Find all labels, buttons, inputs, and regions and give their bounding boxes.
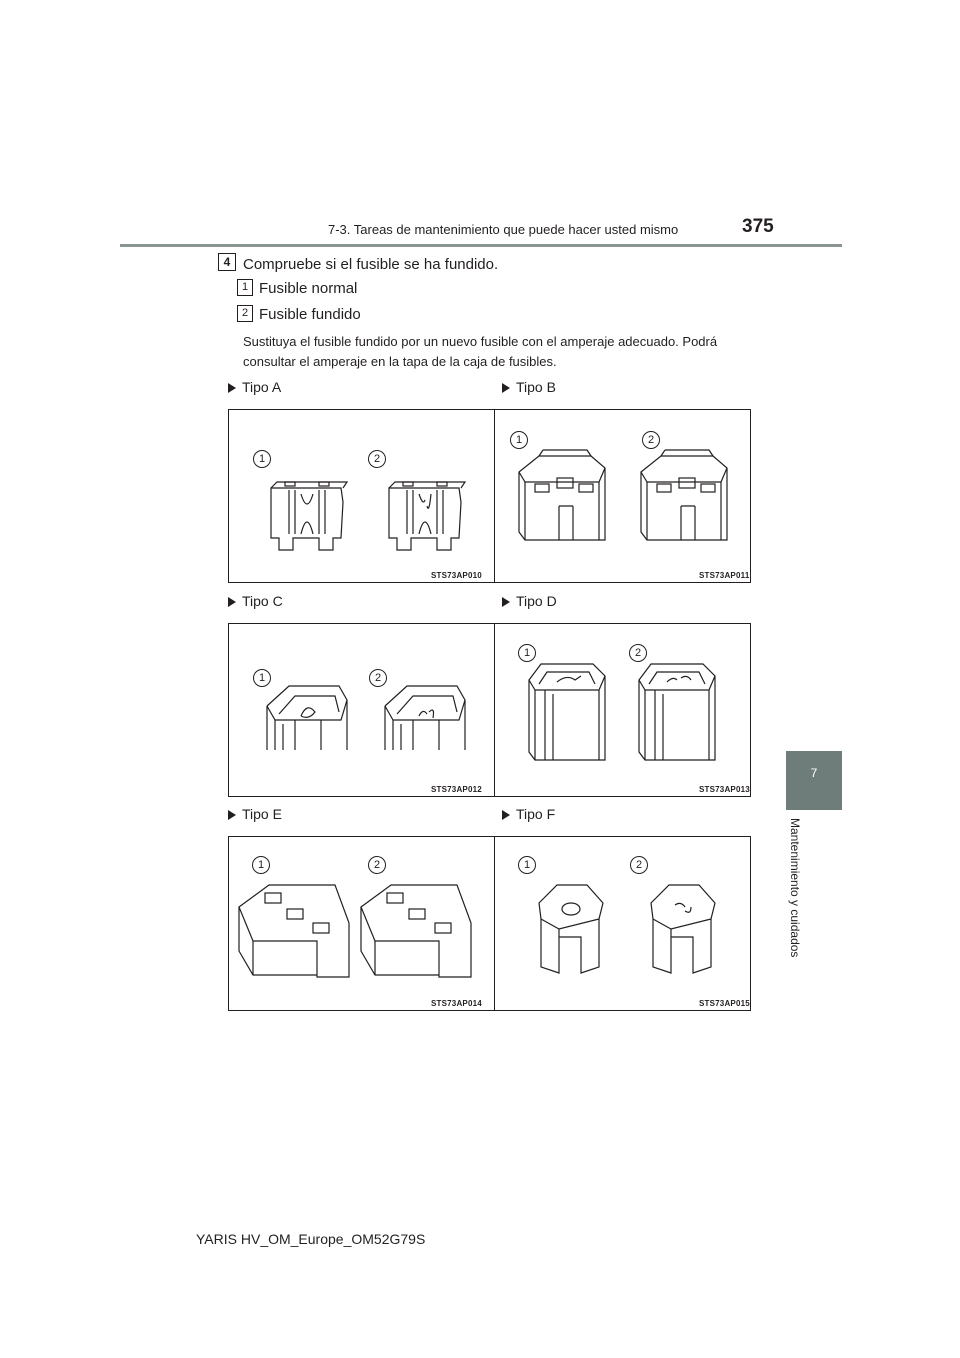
callout-2: 2 (369, 669, 387, 687)
type-label: Tipo E (242, 806, 282, 822)
chapter-side-label (786, 818, 808, 978)
fuse-type-a-illustration (229, 410, 495, 583)
fuse-figure-type-a (228, 409, 495, 583)
step-instruction: Compruebe si el fusible se ha fundido. (243, 256, 499, 273)
callout-2: 2 (629, 644, 647, 662)
figure-code: STS73AP010 (431, 571, 482, 580)
figure-code: STS73AP011 (699, 571, 750, 580)
figure-code: STS73AP015 (699, 999, 750, 1008)
callout-1: 1 (518, 856, 536, 874)
callout-1: 1 (253, 450, 271, 468)
fuse-figure-type-d (494, 623, 751, 797)
section-title: 7-3. Tareas de mantenimiento que puede hacer usted mismo (328, 222, 679, 237)
type-label: Tipo F (516, 806, 556, 822)
callout-1: 1 (510, 431, 528, 449)
page-number: 375 (742, 216, 774, 237)
fuse-figure-type-c (228, 623, 495, 797)
type-label: Tipo C (242, 593, 283, 609)
replacement-note: Sustituya el fusible fundido por un nuevo fusible con el amperaje adecuado. Podrá consultar el amperaje en la tapa de la caja de fusibles. (243, 334, 718, 369)
callout-1: 1 (252, 856, 270, 874)
type-label: Tipo A (242, 379, 282, 395)
fuse-type-b-illustration (495, 410, 751, 583)
callout-2: 2 (368, 856, 386, 874)
item-label-normal: Fusible normal (259, 280, 358, 297)
header-divider (120, 244, 842, 247)
fuse-figure-type-b (494, 409, 751, 583)
chapter-tab[interactable]: 7 (786, 751, 842, 810)
bullet-arrow-icon (502, 383, 510, 393)
bullet-arrow-icon (502, 597, 510, 607)
type-label: Tipo D (516, 593, 557, 609)
figure-code: STS73AP014 (431, 999, 482, 1008)
fuse-figure-type-e (228, 836, 495, 1011)
bullet-arrow-icon (228, 597, 236, 607)
chapter-side-label-text: Mantenimiento y cuidados (788, 818, 802, 958)
document-footer: YARIS HV_OM_Europe_OM52G79S (196, 1231, 426, 1247)
callout-2: 2 (630, 856, 648, 874)
figure-code: STS73AP012 (431, 785, 482, 794)
item-number-badge: 1 (237, 279, 253, 296)
step-number-badge: 4 (218, 253, 236, 271)
item-number-badge: 2 (237, 305, 253, 322)
callout-2: 2 (368, 450, 386, 468)
type-label: Tipo B (516, 379, 556, 395)
item-label-blown: Fusible fundido (259, 306, 361, 323)
callout-1: 1 (253, 669, 271, 687)
bullet-arrow-icon (502, 810, 510, 820)
bullet-arrow-icon (228, 383, 236, 393)
callout-2: 2 (642, 431, 660, 449)
fuse-figure-type-f (494, 836, 751, 1011)
fuse-type-c-illustration (229, 624, 495, 797)
callout-1: 1 (518, 644, 536, 662)
figure-code: STS73AP013 (699, 785, 750, 794)
bullet-arrow-icon (228, 810, 236, 820)
